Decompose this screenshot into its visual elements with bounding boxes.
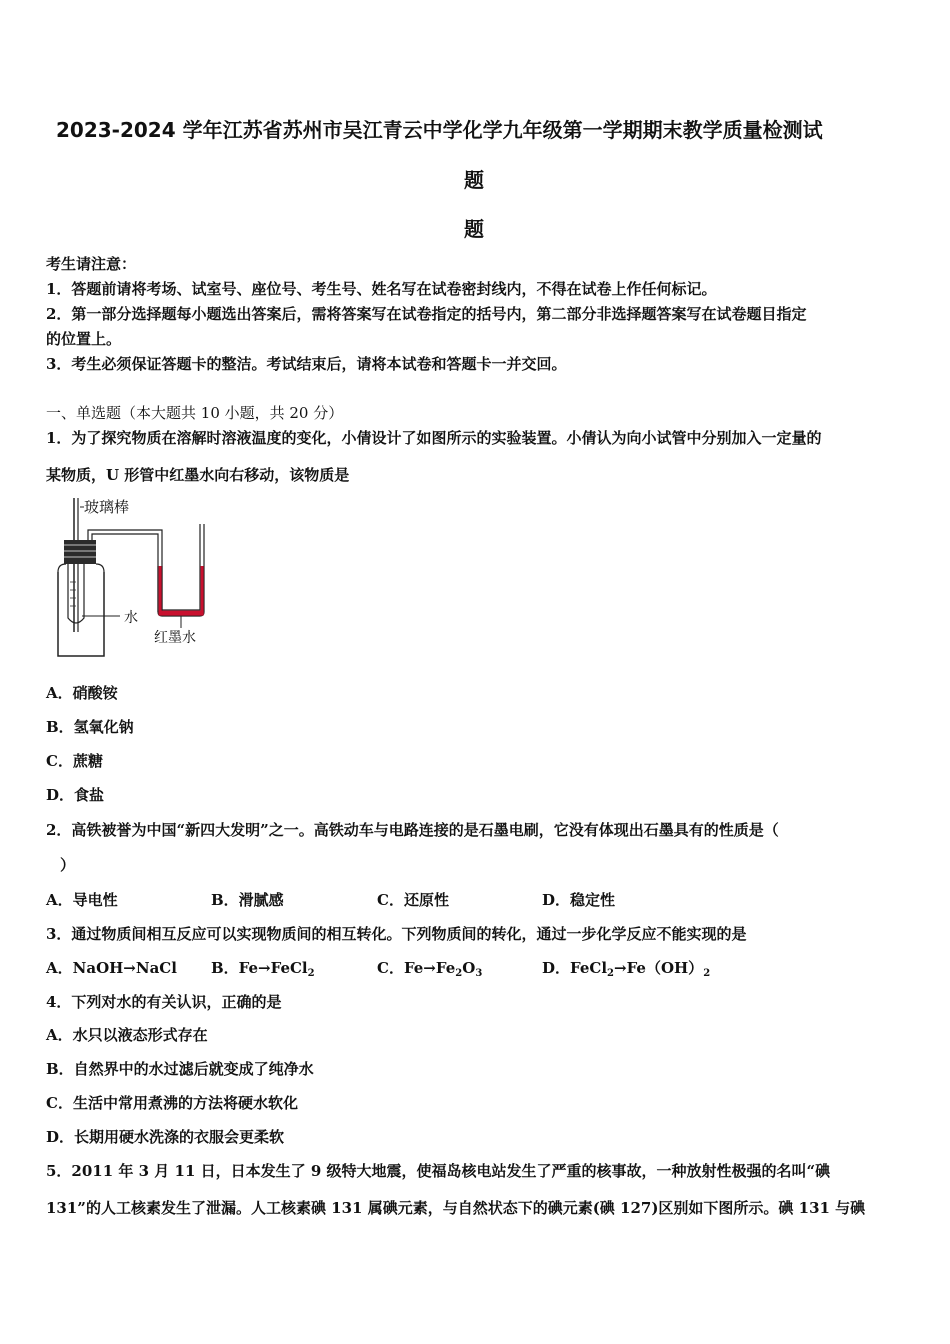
q4-option-a: A．水只以液态形式存在 (46, 1026, 208, 1044)
section-heading: 一、单选题（本大题共 10 小题，共 20 分） (46, 404, 344, 422)
q2-text-line1: 2．高铁被誉为中国“新四大发明”之一。高铁动车与电路连接的是石墨电刷，它没有体现出石墨具有的性质是（ (46, 821, 779, 839)
q4-option-d: D．长期用硬水洗涤的衣服会更柔软 (46, 1128, 285, 1146)
connecting-tube (88, 530, 162, 612)
q1-option-a: A．硝酸铵 (46, 684, 118, 702)
q3-option-d: D．$FeCl_2\to Fe(OH)_2$ (542, 959, 711, 979)
q3-option-c: C．$Fe\to Fe_2O_3$ (377, 959, 483, 979)
q2-text-line2: ） (60, 856, 76, 874)
q3-text-line1: 3．通过物质间相互反应可以实现物质间的相互转化。下列物质间的转化，通过一步化学反应不能实现的是 (46, 925, 747, 943)
notice-heading: 考生请注意： (46, 255, 137, 273)
q2-option-a: A．导电性 (46, 891, 118, 909)
small-test-tube (68, 564, 84, 623)
exam-title-line2: 题 (464, 168, 484, 192)
q3-option-b: B．Fe→FeCl$_2$ (211, 959, 315, 979)
q1-text-line2: 某物质，U 形管中红墨水向右移动，该物质是 (46, 466, 350, 484)
red-ink-left (159, 566, 162, 614)
red-ink-right (201, 566, 204, 614)
q4-text-line1: 4．下列对水的有关认识，正确的是 (46, 993, 282, 1011)
q1-option-c: C．蔗糖 (46, 752, 103, 770)
red-ink-bottom (159, 611, 204, 616)
label-glass-rod: 玻璃棒 (84, 498, 130, 516)
q2-option-b: B．滑腻感 (211, 891, 284, 909)
q4-option-c: C．生活中常用煮沸的方法将硬水软化 (46, 1094, 298, 1112)
q4-option-b: B．自然界中的水过滤后就变成了纯净水 (46, 1060, 314, 1078)
u-tube (158, 524, 204, 616)
label-red-ink: 红墨水 (154, 630, 196, 646)
q5-text-line2: 131”的人工核素发生了泄漏。人工核素碘 131 属碘元素，与自然状态下的碘元素(碘 127)区别如下图所示。碘 131 与碘 (46, 1199, 866, 1217)
notice-item-1: 1．答题前请将考场、试室号、座位号、考生号、姓名写在试卷密封线内，不得在试卷上作任何标记。 (46, 280, 717, 298)
notice-item-2-cont: 的位置上。 (46, 330, 122, 348)
q5-text-line1: 5．2011 年 3 月 11 日，日本发生了 9 级特大地震，使福岛核电站发生了严重的核事故，一种放射性极强的名叫“碘 (46, 1162, 831, 1180)
q1-apparatus-figure (44, 494, 224, 664)
label-water: 水 (124, 610, 138, 626)
q1-option-d: D．食盐 (46, 786, 105, 804)
outer-bottle (58, 572, 104, 656)
q2-option-c: C．还原性 (377, 891, 449, 909)
notice-item-2: 2．第一部分选择题每小题选出答案后，需将答案写在试卷指定的括号内，第二部分非选择题答案写在试卷题目指定 (46, 305, 807, 323)
exam-title-line1: 2023-2024 学年江苏省苏州市吴江青云中学化学九年级第一学期期末教学质量检测试 (56, 118, 823, 142)
exam-title-line3: 题 (464, 217, 484, 241)
notice-item-3: 3．考生必须保证答题卡的整洁。考试结束后，请将本试卷和答题卡一并交回。 (46, 355, 567, 373)
q3-option-a: A．NaOH→NaCl (46, 959, 177, 977)
q2-option-d: D．稳定性 (542, 891, 616, 909)
q1-text-line1: 1．为了探究物质在溶解时溶液温度的变化，小倩设计了如图所示的实验装置。小倩认为向小试管中分别加入一定量的 (46, 429, 822, 447)
q1-option-b: B．氢氧化钠 (46, 718, 134, 736)
